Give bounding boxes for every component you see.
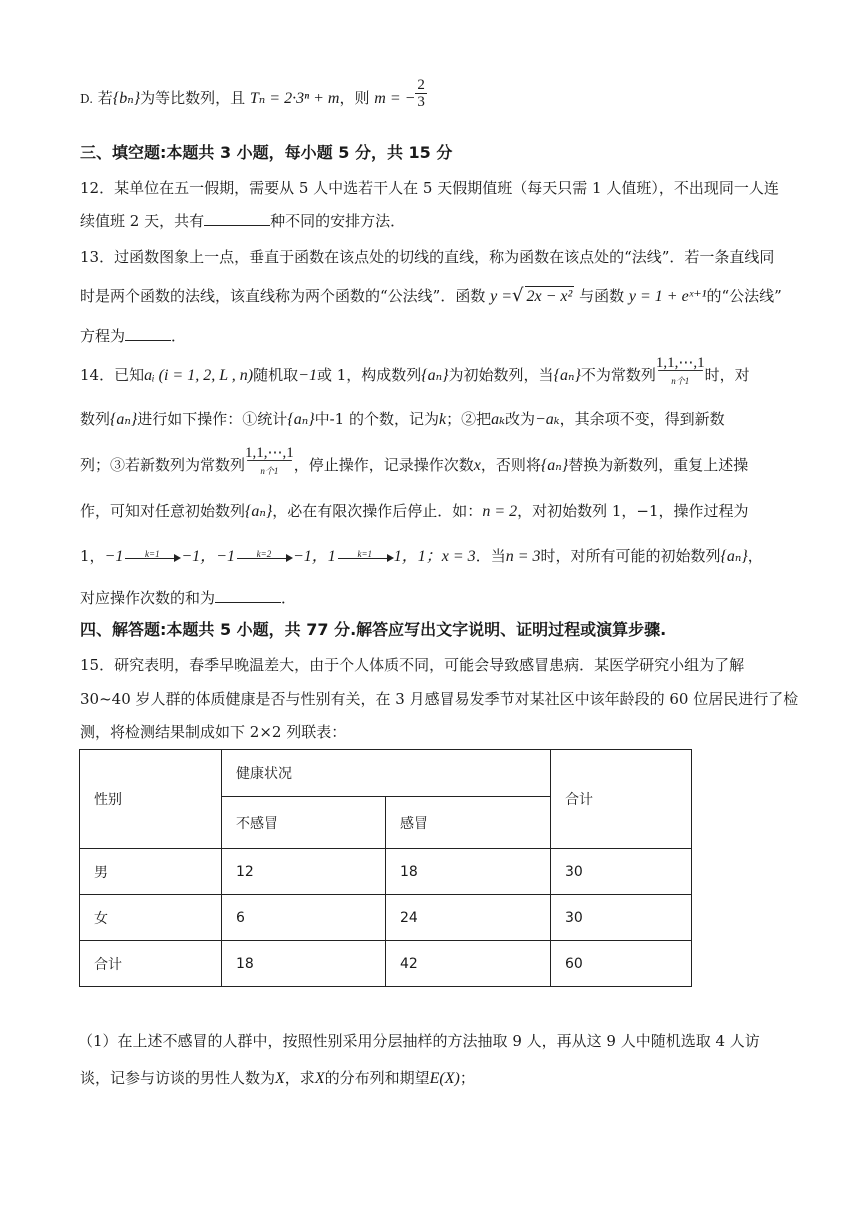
text: 随机取: [253, 366, 299, 384]
text: 数列: [80, 410, 111, 428]
arrow-head: [286, 554, 293, 562]
math-expr: −1: [298, 367, 317, 384]
arrow-label: k=2: [256, 549, 272, 559]
option-label: D.: [80, 92, 94, 106]
text: 替换为新数列，重复上述操: [568, 456, 749, 474]
underbrace-label: n个1: [260, 466, 279, 476]
q15-line3: 测，将检测结果制成如下 2×2 列联表：: [80, 723, 347, 741]
cell-total: 30: [551, 849, 692, 895]
sequence-values: 1,1,⋯,1: [245, 445, 294, 461]
section-heading-answer: 四、解答题:本题共 5 小题，共 77 分.解答应写出文字说明、证明过程或演算步骤.: [80, 620, 667, 639]
math-expr: n = 2: [482, 503, 518, 520]
q13-line1: 13．过函数图象上一点，垂直于函数在该点处的切线的直线，称为函数在该点处的“法线”．若一条直线同: [80, 248, 775, 266]
constant-sequence: [656, 356, 705, 388]
text: ，必在有限次操作后停止．如：: [272, 502, 483, 520]
cell-no-cold: 6: [222, 895, 386, 941]
q14-line4: [80, 501, 808, 522]
text: 改为: [504, 410, 535, 428]
cell-cold: 18: [386, 849, 551, 895]
text: 时，对所有可能的初始数列: [540, 547, 721, 565]
header-cold: 感冒: [386, 797, 551, 849]
q14-line2: [80, 409, 808, 430]
arrow-shaft: [237, 558, 291, 559]
text: ，否则将: [480, 456, 541, 474]
text: 1，: [80, 547, 105, 565]
math-expr: {aₙ}: [287, 411, 315, 428]
text: ，则: [339, 89, 370, 107]
table-header-row: [80, 750, 692, 797]
cell-cold: 42: [386, 941, 551, 987]
cell-total: 60: [551, 941, 692, 987]
math-expr: n = 3: [505, 548, 541, 565]
header-health: 健康状况: [222, 750, 551, 797]
math-expr: −aₖ: [534, 411, 560, 428]
math-expr: x = 3: [441, 548, 476, 565]
math-expr: {aₙ}: [421, 367, 449, 384]
fraction-denominator: 3: [417, 93, 425, 110]
math-expr: −1，: [292, 548, 328, 565]
row-label: 女: [80, 895, 222, 941]
text: ，停止操作，记录操作次数: [293, 456, 474, 474]
part1-line1: （1）在上述不感冒的人群中，按照性别采用分层抽样的方法抽取 9 人，再从这 9 人中随机选取 4 人访: [78, 1032, 760, 1050]
text: 时是两个函数的法线，该直线称为两个函数的“公法线”．函数: [80, 287, 486, 305]
text: ，其余项不变，得到新数: [559, 410, 725, 428]
text: ；: [459, 1069, 475, 1087]
cell-cold: 24: [386, 895, 551, 941]
math-expr: −1，: [181, 548, 217, 565]
math-expr: {aₙ}: [110, 411, 138, 428]
math-expr: −1: [104, 548, 124, 565]
math-radicand: 2x − x²: [526, 288, 573, 305]
text: ；②把: [446, 410, 492, 428]
table-row: [80, 895, 692, 941]
q15-line2: 30~40 岁人群的体质健康是否与性别有关，在 3 月感冒易发季节对某社区中该年龄段的 60 位居民进行了检: [80, 690, 799, 708]
text: 不为常数列: [580, 366, 656, 384]
q14-line6: [80, 588, 808, 608]
math-expr: X: [314, 1070, 325, 1087]
arrow-icon: [123, 550, 181, 564]
math-expr: 1: [327, 548, 336, 565]
q13-line3: [80, 326, 808, 346]
math-expr: −1: [216, 548, 235, 565]
arrow-shaft: [338, 558, 392, 559]
math-expr: k: [438, 411, 447, 428]
sequence-values: 1,1,⋯,1: [655, 355, 705, 371]
math-expr: {bₙ}: [112, 90, 141, 107]
arrow-head: [174, 554, 181, 562]
math-expr: aₖ: [491, 411, 505, 428]
text: 为初始数列，当: [448, 366, 554, 384]
math-expr: {aₙ}: [540, 457, 569, 474]
text: 时，对: [704, 366, 750, 384]
cell-no-cold: 12: [222, 849, 386, 895]
text: ．: [171, 327, 187, 345]
arrow-label: k=1: [145, 549, 160, 559]
q14-line1: [80, 355, 808, 388]
arrow-icon: [235, 550, 293, 564]
q12-line2: [80, 211, 808, 231]
q12-line1: 12．某单位在五一假期，需要从 5 人中选若干人在 5 天假期值班（每天只需 1 人值班），不出现同一人连: [80, 179, 779, 197]
text: 与函数: [579, 287, 625, 305]
math-expr: x: [473, 457, 481, 474]
arrow-head: [387, 554, 394, 562]
text: ，对初始数列 1，−1，操作过程为: [517, 502, 749, 520]
answer-blank[interactable]: [215, 588, 281, 603]
math-expr: Tₙ = 2·3ⁿ + m: [249, 90, 340, 107]
math-expr: X: [275, 1070, 285, 1087]
text: 方程为: [80, 327, 126, 345]
text: ，求: [284, 1069, 315, 1087]
math-expr: {aₙ}: [720, 548, 748, 565]
part1-line2: [80, 1068, 808, 1089]
text: 续值班 2 天，共有: [80, 212, 205, 230]
arrow-icon: [336, 550, 394, 564]
underbrace-label: n个1: [671, 376, 690, 386]
q15-line1: 15．研究表明，春季早晚温差大，由于个人体质不同，可能会导致感冒患病．某医学研究小组为了解: [80, 656, 745, 674]
cell-total: 30: [551, 895, 692, 941]
fraction: [415, 77, 427, 110]
text: ．: [281, 589, 297, 607]
math-expr: y =: [490, 288, 513, 305]
header-no-cold: 不感冒: [222, 797, 386, 849]
text: 种不同的安排方法．: [270, 212, 406, 230]
q14-line3: [80, 445, 808, 478]
table-row: [80, 941, 692, 987]
contingency-table: [79, 749, 692, 987]
text: 的分布列和期望: [324, 1069, 430, 1087]
text: 中-1 的个数，记为: [314, 410, 439, 428]
fraction-numerator: 2: [417, 76, 425, 93]
row-label: 合计: [80, 941, 222, 987]
text: ．当: [475, 547, 506, 565]
header-total: 合计: [551, 750, 692, 849]
text: 14．已知: [80, 366, 145, 384]
section-heading-fill-in: 三、填空题:本题共 3 小题，每小题 5 分，共 15 分: [80, 143, 453, 162]
text: 进行如下操作：①统计: [137, 410, 288, 428]
math-expr: {aₙ}: [245, 503, 273, 520]
arrow-label: k=1: [357, 549, 373, 559]
math-expr: aᵢ (i = 1, 2, L , n): [144, 367, 254, 384]
text: 若: [97, 89, 113, 107]
math-expr: 1，1；: [393, 548, 442, 565]
option-d: [80, 76, 808, 128]
math-expr: {aₙ}: [553, 367, 581, 384]
answer-blank[interactable]: [204, 211, 270, 226]
header-gender: 性别: [80, 750, 222, 849]
q14-line5: [80, 546, 808, 567]
text: 列；③若新数列为常数列: [80, 456, 246, 474]
cell-no-cold: 18: [222, 941, 386, 987]
text: 作，可知对任意初始数列: [80, 502, 246, 520]
constant-sequence: [245, 446, 294, 478]
math-expr: m = −: [374, 90, 416, 107]
table-row: [80, 849, 692, 895]
text: 的“公法线”: [706, 287, 782, 305]
q13-line2: [80, 286, 808, 307]
text: 谈，记参与访谈的男性人数为: [80, 1069, 276, 1087]
math-expr: E(X): [429, 1070, 460, 1087]
text: 或 1，构成数列: [316, 366, 422, 384]
sqrt-icon: √: [512, 285, 524, 306]
row-label: 男: [80, 849, 222, 895]
text: ，: [747, 547, 763, 565]
text: 对应操作次数的和为: [80, 589, 216, 607]
math-expr: y = 1 + eˣ⁺¹: [628, 288, 707, 305]
text: 为等比数列，且: [140, 89, 246, 107]
answer-blank[interactable]: [125, 326, 171, 341]
arrow-shaft: [125, 558, 179, 559]
